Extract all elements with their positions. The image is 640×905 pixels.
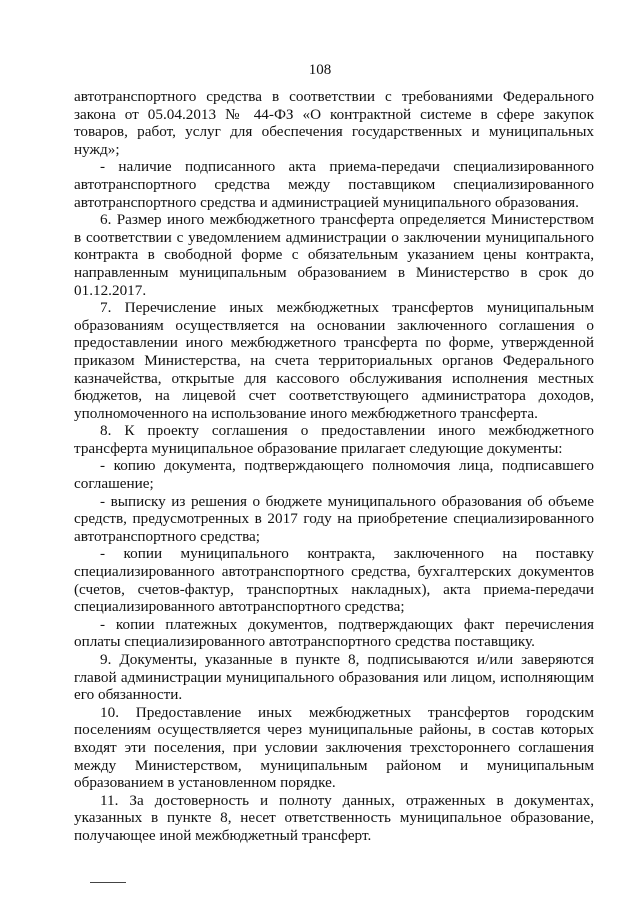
paragraph-item-7: 7. Перечисление иных межбюджетных трансфертов муниципальным образованиям осуществляется на основании заключенного соглашения о предоставлении иного межбюджетного трансферта по форме, утвержденной приказом Министерства, на счета территориальных органов Федерального казначейства, открытые для кассового обслуживания исполнения местных бюджетов, на лицевой счет соответствующего администратора доходов, уполномоченного на использование иного межбюджетного трансферта.	[74, 299, 594, 422]
paragraph-item-8-doc-authority: - копию документа, подтверждающего полномочия лица, подписавшего соглашение;	[74, 457, 594, 493]
page-number: 108	[308, 62, 332, 78]
paragraph-item-8-doc-payment: - копии платежных документов, подтверждающих факт перечисления оплаты специализированного автотранспортного средства поставщику.	[74, 615, 594, 651]
paragraph-item-8: 8. К проекту соглашения о предоставлении иного межбюджетного трансферта муниципальное образование прилагает следующие документы:	[74, 422, 594, 457]
paragraph-item-8-doc-budget: - выписку из решения о бюджете муниципального образования об объеме средств, предусмотренных в 2017 году на приобретение специализированного автотранспортного средства;	[74, 492, 594, 545]
paragraph-item-9: 9. Документы, указанные в пункте 8, подписываются и/или заверяются главой администрации муниципального образования или лицом, исполняющим его обязанности.	[74, 651, 594, 704]
paragraph-item-6: 6. Размер иного межбюджетного трансферта определяется Министерством в соответствии с уведомлением администрации о заключении муниципального контракта в свободной форме с обязательным указанием цены контракта, направленным муниципальным образованием в Министерство в срок до 01.12.2017.	[74, 211, 594, 299]
paragraph-act-signed: - наличие подписанного акта приема-передачи специализированного автотранспортного средства между поставщиком специализированного автотранспортного средства и администрацией муниципального образования.	[74, 158, 594, 211]
paragraph-item-11: 11. За достоверность и полноту данных, отраженных в документах, указанных в пункте 8, несет ответственность муниципальное образование, получающее иной межбюджетный трансферт.	[74, 791, 594, 844]
paragraph-item-10: 10. Предоставление иных межбюджетных трансфертов городским поселениям осуществляется через муниципальные районы, в состав которых входят эти поселения, при условии заключения трехстороннего соглашения между Министерством, муниципальным районом и муниципальным образованием в установленном порядке.	[74, 703, 594, 792]
footer-divider	[90, 882, 126, 883]
paragraph-item-8-doc-contract: - копии муниципального контракта, заключенного на поставку специализированного автотранспортного средства, бухгалтерских документов (счетов, счетов-фактур, транспортных накладных), акта приема-передачи специализированного автотранспортного средства;	[74, 545, 594, 616]
paragraph-continuation: автотранспортного средства в соответствии с требованиями Федерального закона от 05.04.2013 № 44-ФЗ «О контрактной системе в сфере закупок товаров, работ, услуг для обеспечения государственных и муниципальных нужд»;	[74, 88, 594, 158]
document-body	[74, 88, 594, 845]
